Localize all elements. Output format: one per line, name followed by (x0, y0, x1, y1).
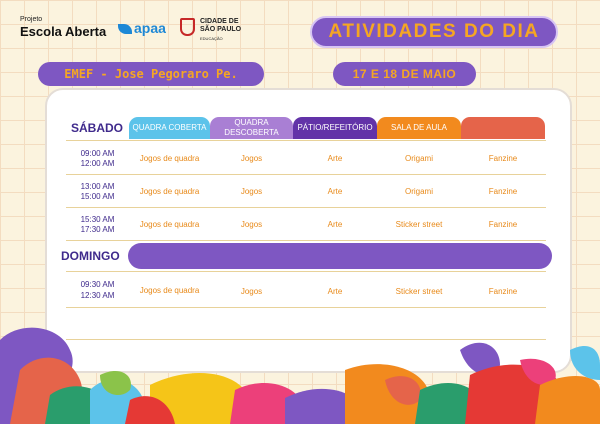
logo-projeto-text: Projeto (20, 16, 43, 23)
activity-cell: Arte (327, 220, 343, 229)
time-start: 13:00 AM (80, 182, 115, 191)
page-title: ATIVIDADES DO DIA (310, 16, 558, 48)
activity-cell: Arte (327, 287, 343, 296)
school-name: EMEF - Jose Pegoraro Pe. (38, 62, 264, 86)
day-label-sunday: DOMINGO (61, 249, 120, 263)
sunday-header-bar (128, 243, 552, 269)
activity-cell: Fanzine (488, 187, 518, 196)
column-header-patio-refeitorio: PÁTIO/REFEITÓRIO (293, 117, 377, 139)
day-label-saturday: SÁBADO (71, 121, 124, 135)
divider (66, 207, 546, 208)
activity-cell: Jogos de quadra (139, 220, 200, 229)
activity-cell: Fanzine (488, 287, 518, 296)
time-end: 15:00 AM (80, 192, 115, 201)
activity-cell: Origami (404, 187, 433, 196)
sp-logo-sub: EDUCAÇÃO (200, 36, 223, 41)
divider (66, 140, 546, 141)
city-crest-icon (180, 18, 195, 36)
logo-escola-aberta: Escola Aberta (20, 24, 107, 39)
sp-logo-line1: CIDADE DE (200, 18, 239, 25)
divider (66, 307, 546, 308)
column-header-quadra-coberta: QUADRA COBERTA (129, 117, 210, 139)
activity-cell: Jogos de quadra (139, 286, 200, 295)
activity-cell: Jogos de quadra (139, 154, 200, 163)
activity-cell: Jogos (240, 287, 263, 296)
time-end: 12:30 AM (80, 291, 115, 300)
time-end: 17:30 AM (80, 225, 115, 234)
divider (66, 271, 546, 272)
apaa-wing-icon (118, 24, 132, 34)
activity-cell: Jogos (240, 220, 263, 229)
blob-blue-2 (570, 346, 600, 380)
time-end: 12:00 AM (80, 159, 115, 168)
activity-cell: Sticker street (395, 287, 443, 296)
activity-cell: Jogos (240, 154, 263, 163)
activity-cell: Arte (327, 187, 343, 196)
column-header-extra (461, 117, 545, 139)
activity-cell: Sticker street (395, 220, 443, 229)
time-start: 15:30 AM (80, 215, 115, 224)
activity-cell: Fanzine (488, 220, 518, 229)
apaa-logo-text: apaa (134, 20, 166, 36)
time-start: 09:00 AM (80, 149, 115, 158)
decorative-color-blobs (0, 310, 600, 424)
blob-orange-2 (535, 376, 600, 424)
time-start: 09:30 AM (80, 280, 115, 289)
activity-cell: Fanzine (488, 154, 518, 163)
column-header-quadra-descoberta: QUADRA DESCOBERTA (210, 117, 293, 139)
divider (66, 174, 546, 175)
activity-cell: Jogos (240, 187, 263, 196)
column-header-sala-de-aula: SALA DE AULA (377, 117, 461, 139)
event-date: 17 E 18 DE MAIO (333, 62, 476, 86)
sp-logo-line2: SÃO PAULO (200, 26, 242, 33)
activity-cell: Jogos de quadra (139, 187, 200, 196)
divider (66, 240, 546, 241)
apaa-logo (118, 20, 166, 36)
activity-cell: Origami (404, 154, 433, 163)
header (0, 0, 600, 50)
activity-cell: Arte (327, 154, 343, 163)
